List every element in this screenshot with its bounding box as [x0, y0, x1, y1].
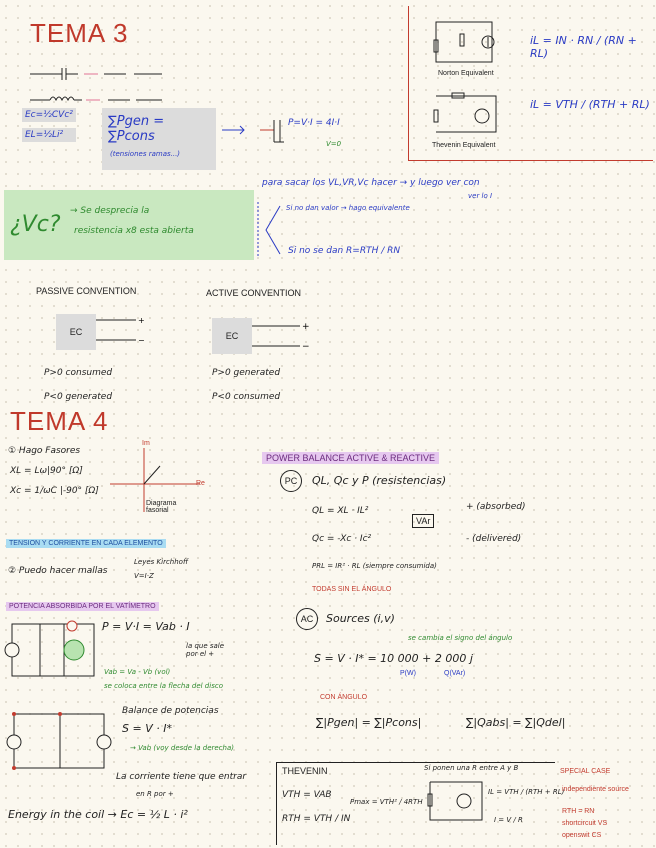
- norton-formula: iL = IN · RN / (RN + RL): [530, 34, 637, 60]
- wattmeter-circuit: [4, 614, 100, 684]
- tension-header: TENSION Y CORRIENTE EN CADA ELEMENTO: [6, 539, 166, 548]
- tema3-title: TEMA 3: [30, 18, 129, 48]
- con-angulo: CON ÁNGULO: [320, 694, 368, 701]
- thevenin-eq-label: Thevenin Equivalent: [432, 142, 496, 149]
- svg-text:+: +: [302, 322, 310, 332]
- thevenin-caption: Si ponen una R entre A y B: [424, 764, 519, 772]
- para-sacar-opt1: Si no dan valor → hago equivalente: [286, 204, 410, 212]
- fasores-xl: XL = Lω|90° [Ω]: [10, 466, 83, 476]
- qc-eq: Qc = -Xc · Ic²: [312, 534, 372, 544]
- balance-note: → Vab (voy desde la derecha): [130, 744, 234, 752]
- balance-title: Balance de potencias: [122, 706, 219, 716]
- capacitor-energy: Ec=½CVc²: [22, 108, 76, 122]
- thevenin-small-circuit: [424, 776, 488, 826]
- sum-q: ∑|Qabs| = ∑|Qdel|: [466, 716, 566, 729]
- pc-badge: PC: [280, 470, 302, 492]
- special-l3: shortcircuit VS: [562, 820, 608, 827]
- thevenin-il: IL = VTH / (RTH + RL): [488, 788, 565, 796]
- active-p1: P>0 generated: [212, 368, 281, 378]
- balance-circuit: [4, 704, 120, 780]
- vc-question: ¿Vc?: [10, 212, 61, 237]
- vc-line2: resistencia x8 esta abierta: [74, 226, 194, 236]
- corriente-line2: en R por +: [136, 790, 174, 798]
- potencia-header: POTENCIA ABSORBIDA POR EL VATÍMETRO: [6, 602, 159, 611]
- p-watt: P(W): [400, 670, 416, 677]
- para-sacar-line: para sacar los VL,VR,Vc hacer → y luego ver con: [262, 178, 480, 188]
- active-arrows: [252, 318, 312, 354]
- phasor-caption: Diagrama fasorial: [146, 500, 177, 514]
- special-l4: openswit CS: [562, 832, 602, 839]
- ac-green-note: se cambia el signo del ángulo: [408, 634, 513, 642]
- thevenin-formula: iL = VTH / (RTH + RL): [530, 98, 650, 111]
- svg-text:+: +: [138, 316, 145, 325]
- thevenin-rth: RTH = VTH / IN: [282, 814, 351, 824]
- active-ec-box: [212, 318, 252, 354]
- wattmeter-eq: P = V·I = Vab · I: [102, 620, 190, 633]
- svg-text:−: −: [302, 342, 310, 352]
- q-var: Q(VAr): [444, 670, 466, 677]
- special-l2: RTH = RN: [562, 808, 595, 815]
- tema4-title: TEMA 4: [10, 406, 109, 436]
- passive-p2: P<0 generated: [44, 392, 113, 402]
- wattmeter-green: Vab = Va - Vb (vol): [104, 668, 171, 676]
- power-sum-note: (tensiones ramas...): [110, 150, 181, 158]
- todas-note: TODAS SIN EL ÁNGULO: [312, 586, 392, 593]
- thevenin-vth: VTH = VAB: [282, 790, 332, 800]
- vc-box: [4, 190, 254, 260]
- sum-p: ∑|Pgen| = ∑|Pcons|: [316, 716, 422, 729]
- pv-eq: P=V·I = 4I·I: [288, 118, 340, 128]
- thevenin-title: THEVENIN: [282, 766, 328, 776]
- thevenin-circuit: [426, 86, 506, 144]
- absorbed: + (absorbed): [466, 502, 526, 512]
- inductor-energy: EL=½Li²: [22, 128, 76, 142]
- ql-eq: QL = XL · IL²: [312, 506, 369, 516]
- s-eq: S = V · I* = 10 000 + 2 000 j: [314, 652, 473, 665]
- power-sum-eq: ∑Pgen = ∑Pcons: [108, 114, 165, 144]
- active-p2: P<0 consumed: [212, 392, 281, 402]
- var-box: VAr: [412, 514, 434, 528]
- thevenin-i: I = V / R: [494, 816, 523, 824]
- pc-text: QL, Qc y P (resistencias): [312, 474, 447, 487]
- passive-p1: P>0 consumed: [44, 368, 113, 378]
- energy-coil: Energy in the coil → Ec = ½ L · i²: [8, 808, 188, 821]
- fasores-head: ① Hago Fasores: [8, 446, 81, 456]
- special-l1: independiente source: [562, 786, 629, 793]
- thevenin-pmax: Pmax = VTH² / 4RTH: [350, 798, 423, 806]
- power-balance-title: POWER BALANCE ACTIVE & REACTIVE: [262, 452, 439, 464]
- branch-arrow: [250, 196, 290, 262]
- energy-formulas: [22, 108, 76, 158]
- active-title: ACTIVE CONVENTION: [206, 288, 302, 298]
- balance-eq: S = V · I*: [122, 722, 172, 735]
- passive-arrows: [96, 314, 146, 350]
- active-ec-label: EC: [225, 331, 239, 341]
- passive-ec-label: EC: [69, 327, 83, 337]
- passive-ec-box: [56, 314, 96, 350]
- tension-line: ② Puedo hacer mallas: [8, 566, 108, 576]
- delivered: - (delivered): [466, 534, 522, 544]
- svg-text:−: −: [138, 336, 145, 345]
- axis-re: Re: [196, 480, 205, 487]
- pv-label: V=0: [326, 140, 342, 148]
- passive-title: PASSIVE CONVENTION: [36, 286, 137, 296]
- special-title: SPECIAL CASE: [560, 768, 611, 775]
- fasores-xc: Xc = 1/ωC |-90° [Ω]: [10, 486, 99, 496]
- vc-line1: → Se desprecia la: [70, 206, 150, 216]
- tension-opt2: V=I·Z: [134, 572, 154, 580]
- ac-text: Sources (i,v): [326, 612, 395, 625]
- power-sum-box: [102, 108, 216, 170]
- component-symbols: [26, 64, 166, 112]
- wattmeter-green2: se coloca entre la flecha del disco: [104, 682, 223, 690]
- pr-eq: PRL = IR² · RL (siempre consumida): [312, 562, 437, 570]
- norton-label: Norton Equivalent: [438, 70, 494, 77]
- para-sacar-extra: ver lo I: [468, 192, 493, 200]
- corriente-line1: La corriente tiene que entrar: [116, 772, 247, 782]
- para-sacar-opt2: Si no se dan R=RTH / RN: [288, 246, 401, 256]
- ac-badge: AC: [296, 608, 318, 630]
- axis-im: Im: [142, 440, 150, 447]
- norton-circuit: [426, 14, 506, 72]
- tension-opt1: Leyes Kirchhoff: [134, 558, 188, 566]
- wattmeter-note: la que sale por el +: [186, 642, 225, 658]
